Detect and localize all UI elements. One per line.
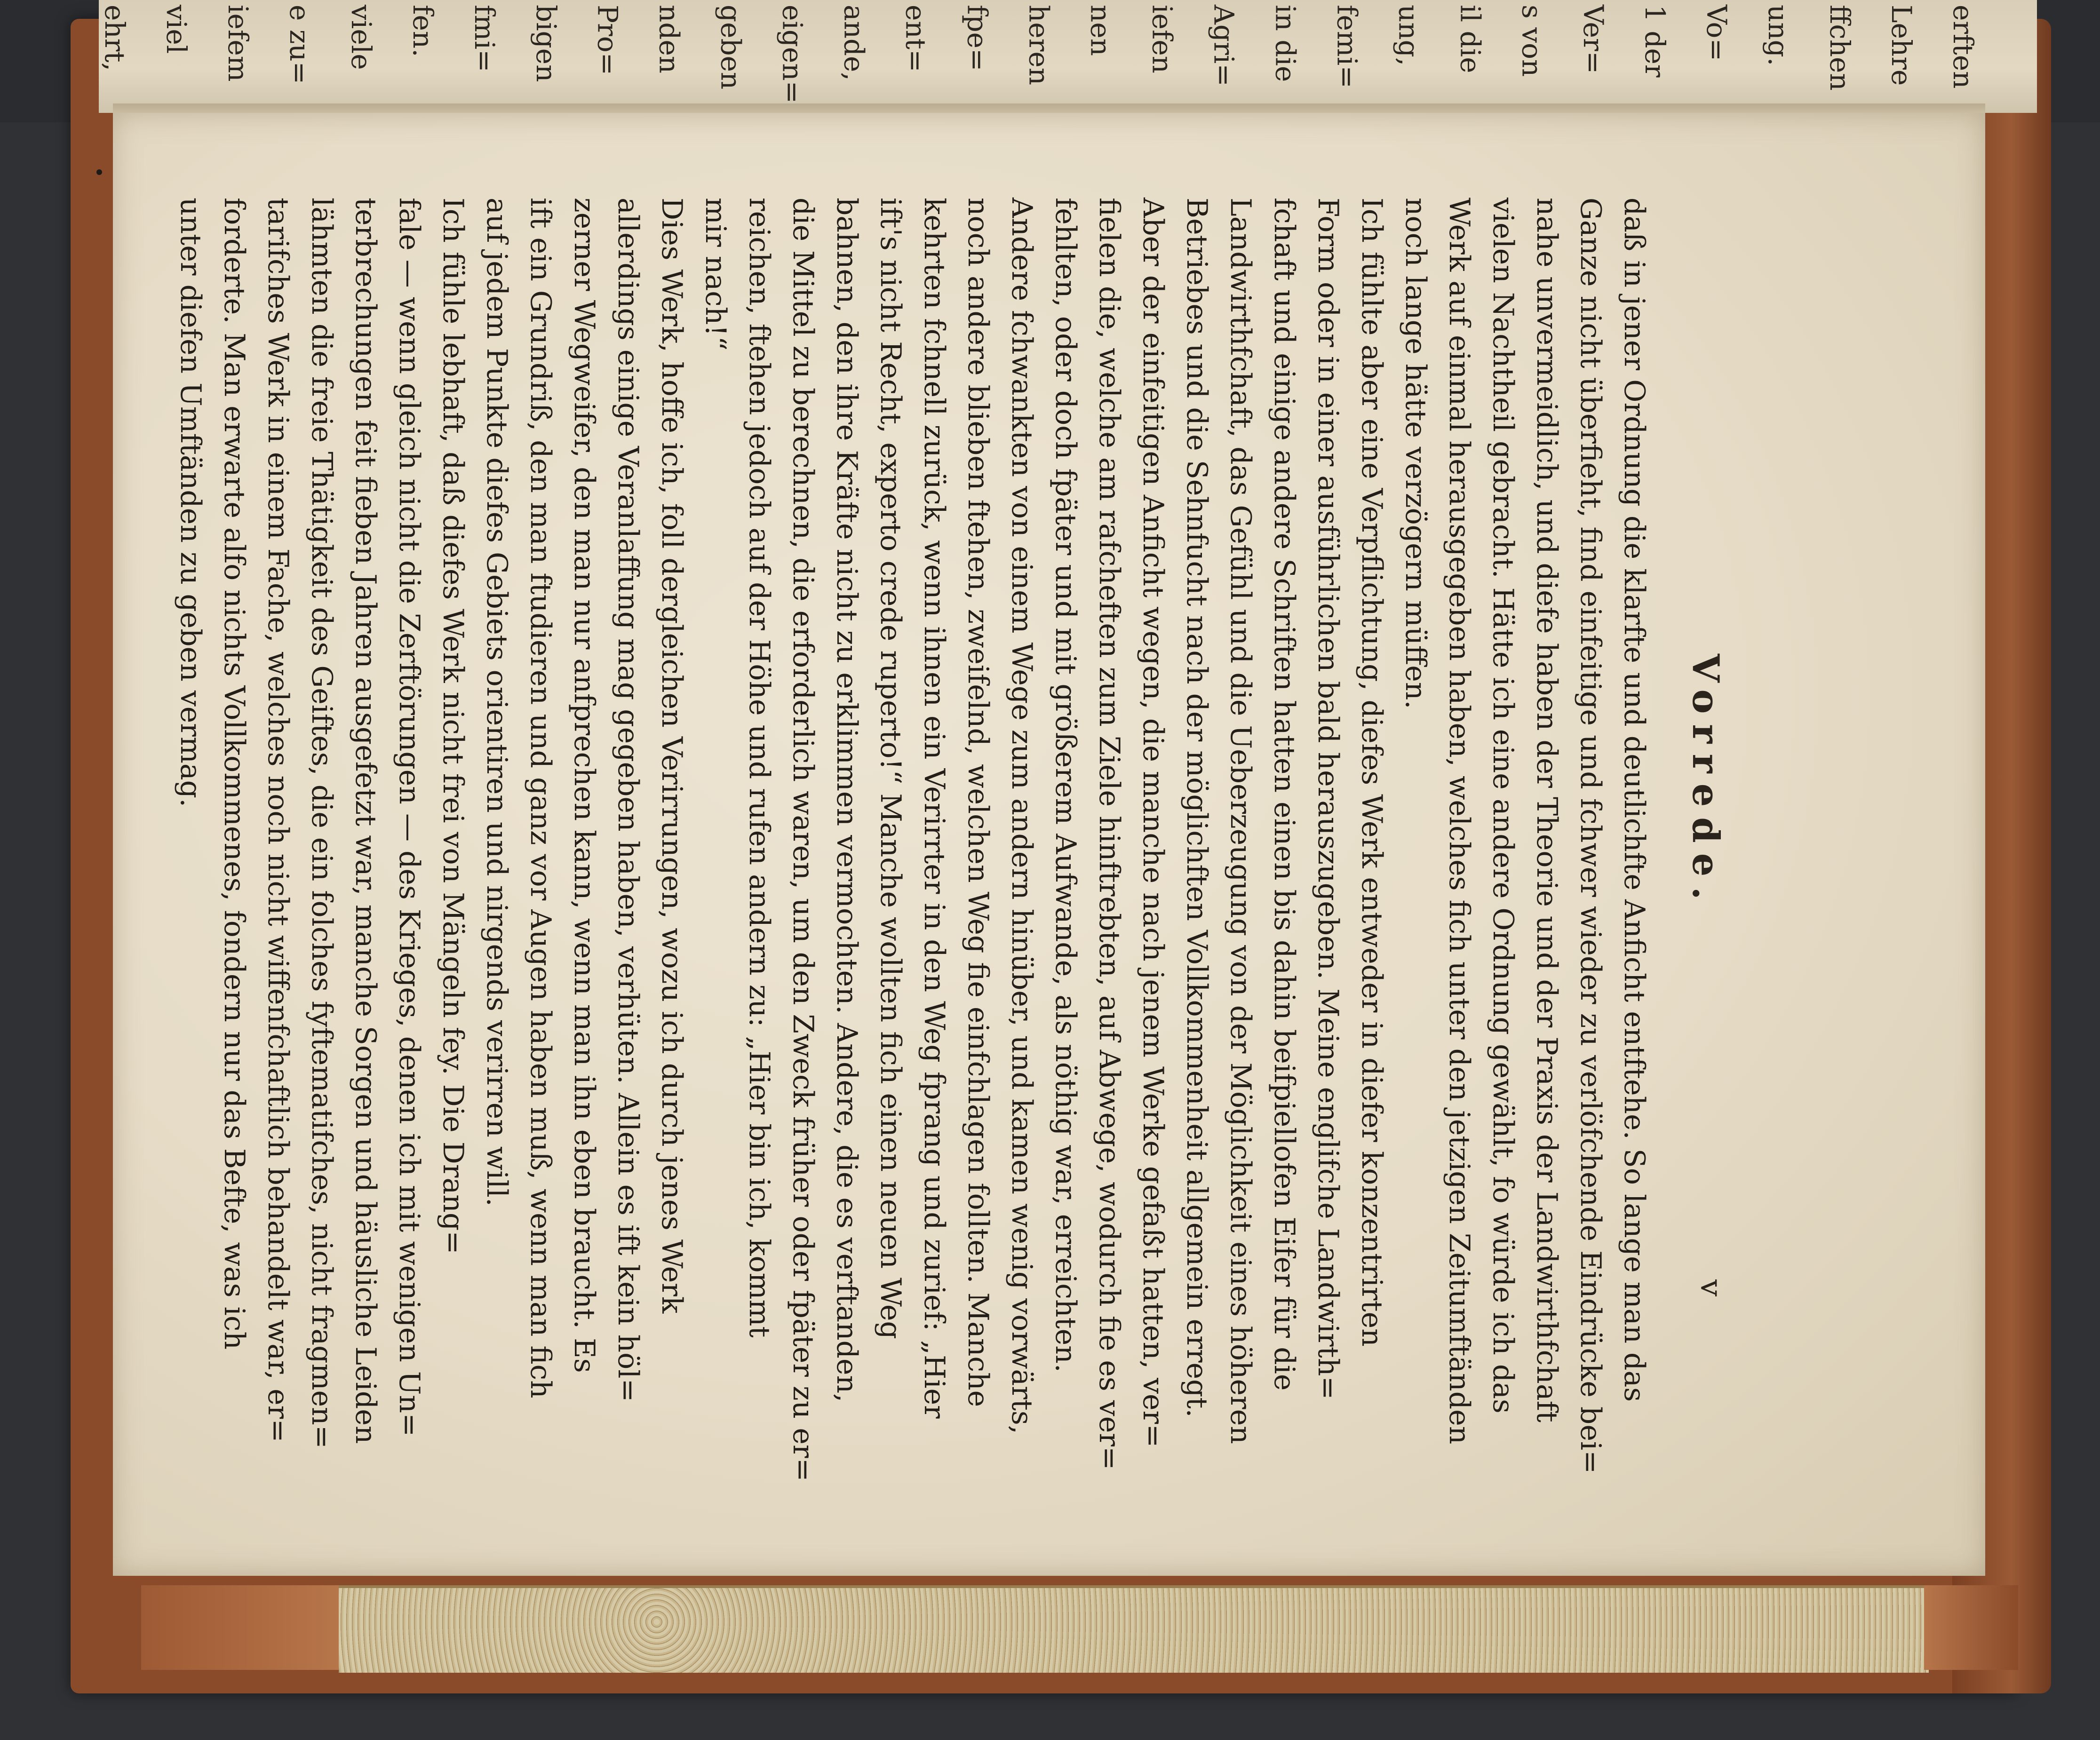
text-line: Ich fühlte aber eine Verpflichtung, diefes Werk entweder in diefer konzentrirten (1355, 198, 1388, 1347)
facing-page-fragment: s von (1516, 5, 1548, 77)
facing-page-fragment: Lehre (1885, 5, 1918, 86)
facing-page-fragment: il die (1454, 5, 1487, 73)
text-line: Ganze nicht überfieht, find einfeitige und fchwer wieder zu verlöfchende Eindrücke bei= (1574, 198, 1607, 1474)
facing-page-fragment: ent= (899, 5, 932, 72)
facing-page-fragment: geben (715, 5, 747, 90)
text-line: ift's nicht Recht, experto crede ruperto!“ Manche wollten fich einen neuen Weg (874, 198, 907, 1339)
text-line: noch andere blieben ftehen, zweifelnd, welchen Weg fie einfchlagen follten. Manche (962, 198, 994, 1407)
text-line: auf jedem Punkte diefes Gebiets orientiren und nirgends verirren will. (480, 198, 513, 1207)
text-line: Betriebes und die Sehnfucht nach der möglichften Vollkommenheit allgemein erregt. (1180, 198, 1213, 1418)
facing-page-fragment: femi= (1331, 5, 1363, 88)
facing-page-fragment: Pro= (591, 5, 624, 76)
leather-corner-right (1924, 1585, 2018, 1670)
text-line: noch lange hätte verzögern müffen. (1399, 198, 1432, 709)
body-text (174, 198, 1656, 1482)
text-line: Werk auf einmal herausgegeben haben, welches fich unter den jetzigen Zeitumftänden (1443, 198, 1476, 1445)
facing-page (99, 0, 2037, 113)
text-line: tarifches Werk in einem Fache, welches noch nicht wiffenfchaftlich behandelt war, er= (262, 198, 294, 1443)
text-line: Aber der einfeitigen Anficht wegen, die manche nach jenem Werke gefaßt hatten, ver= (1137, 198, 1169, 1448)
running-head: Vorrede. (1684, 654, 1727, 910)
text-line: daß in jener Ordnung die klarfte und deutlichfte Anficht entftehe. So lange man das (1618, 198, 1651, 1402)
facing-page-fragment: ung, (1392, 5, 1425, 66)
facing-page-fragment: fen. (406, 5, 439, 57)
facing-page-fragment: iefem (222, 5, 254, 82)
text-line: terbrechungen feit fieben Jahren ausgefetzt war, manche Sorgen und häusliche Leiden (349, 198, 382, 1444)
text-line: allerdings einige Veranlaffung mag gegeben haben, verhüten. Allein es ift kein höl= (612, 198, 644, 1402)
text-line: forderte. Man erwarte alfo nichts Vollkommenes, fondern nur das Befte, was ich (218, 198, 251, 1350)
text-line: Andere fchwankten von einem Wege zum andern hinüber, und kamen wenig vorwärts, (1005, 198, 1038, 1434)
text-line: Ich fühle lebhaft, daß diefes Werk nicht frei von Mängeln fey. Die Drang= (437, 198, 469, 1255)
facing-page-fragment: 1 der (1639, 5, 1671, 78)
facing-page-fragment: erften (1947, 5, 1980, 89)
text-line: fielen die, welche am rafcheften zum Ziele hinftrebten, auf Abwege, wodurch fie es ver= (1093, 198, 1126, 1470)
text-line: unter diefen Umftänden zu geben vermag. (174, 198, 207, 808)
facing-page-fragment: Agri= (1208, 5, 1240, 87)
text-line: mir nach!“ (699, 198, 732, 351)
facing-page-fragment: Ver= (1577, 5, 1610, 74)
facing-page-fragment: viele (345, 5, 377, 70)
leather-corner-left (141, 1585, 339, 1670)
text-line: vielen Nachtheil gebracht. Hätte ich eine andere Ordnung gewählt, fo würde ich das (1487, 198, 1519, 1414)
marbled-edge (339, 1585, 1929, 1673)
page-number: v (1694, 1279, 1728, 1297)
facing-page-fragment: ung. (1762, 5, 1795, 66)
facing-page-fragment: iefen (1146, 5, 1178, 74)
facing-page-fragment: fpe= (961, 5, 994, 72)
text-line: fehlten, oder doch fpäter und mit größerem Aufwande, als nöthig war, erreichten. (1049, 198, 1082, 1373)
facing-page-fragment: fmi= (468, 5, 501, 72)
text-line: reichen, ftehen jedoch auf der Höhe und rufen andern zu: „Hier bin ich, kommt (743, 198, 776, 1338)
facing-page-fragment: ande, (838, 5, 870, 81)
facing-page-fragment: ehrt, (99, 5, 131, 72)
facing-page-fragment: ffchen (1824, 5, 1856, 91)
text-line: lähmten die freie Thätigkeit des Geiftes, die ein folches fyftematifches, nicht fragmen= (305, 198, 338, 1449)
facing-page-fragment: bigen (530, 5, 562, 82)
text-line: die Mittel zu berechnen, die erforderlich waren, um den Zweck früher oder fpäter zu er= (787, 198, 819, 1482)
text-line: fchaft und einige andere Schriften hatten einen bis dahin beifpiellofen Eifer für die (1268, 198, 1301, 1391)
text-line: Form oder in einer ausführlichen bald herauszugeben. Meine englifche Landwirth= (1312, 198, 1344, 1400)
spine-dot (96, 169, 102, 175)
facing-page-fragment: eigen= (776, 5, 809, 104)
facing-page-fragment: nden (653, 5, 685, 74)
text-line: zerner Wegweifer, den man nur anfprechen kann, wenn man ihn eben braucht. Es (568, 198, 601, 1373)
text-line: fale — wenn gleich nicht die Zerftörungen — des Krieges, denen ich mit wenigen Un= (393, 198, 426, 1437)
facing-page-fragment: nen (1084, 5, 1117, 56)
text-line: nahe unvermeidlich, und diefe haben der Theorie und der Praxis der Landwirthfchaft (1530, 198, 1563, 1422)
text-line: Landwirthfchaft, das Gefühl und die Ueberzeugung von der Möglichkeit eines höheren (1224, 198, 1257, 1444)
facing-page-fragment: viel (160, 5, 192, 54)
facing-page-fragment: heren (1023, 5, 1055, 86)
text-line: ift ein Grundriß, den man ftudieren und ganz vor Augen haben muß, wenn man fich (524, 198, 557, 1398)
text-line: bahnen, den ihre Kräfte nicht zu erklimmen vermochten. Andere, die es verftanden, (830, 198, 863, 1403)
text-line: kehrten fchnell zurück, wenn ihnen ein Verirrter in den Weg fprang und zurief: „Hier (918, 198, 951, 1419)
text-line: Dies Werk, hoffe ich, foll dergleichen Verirrungen, wozu ich durch jenes Werk (655, 198, 688, 1314)
facing-page-fragment: in die (1269, 5, 1302, 82)
facing-page-fragment: Vo= (1701, 5, 1733, 62)
facing-page-fragment: e zu= (283, 5, 316, 85)
